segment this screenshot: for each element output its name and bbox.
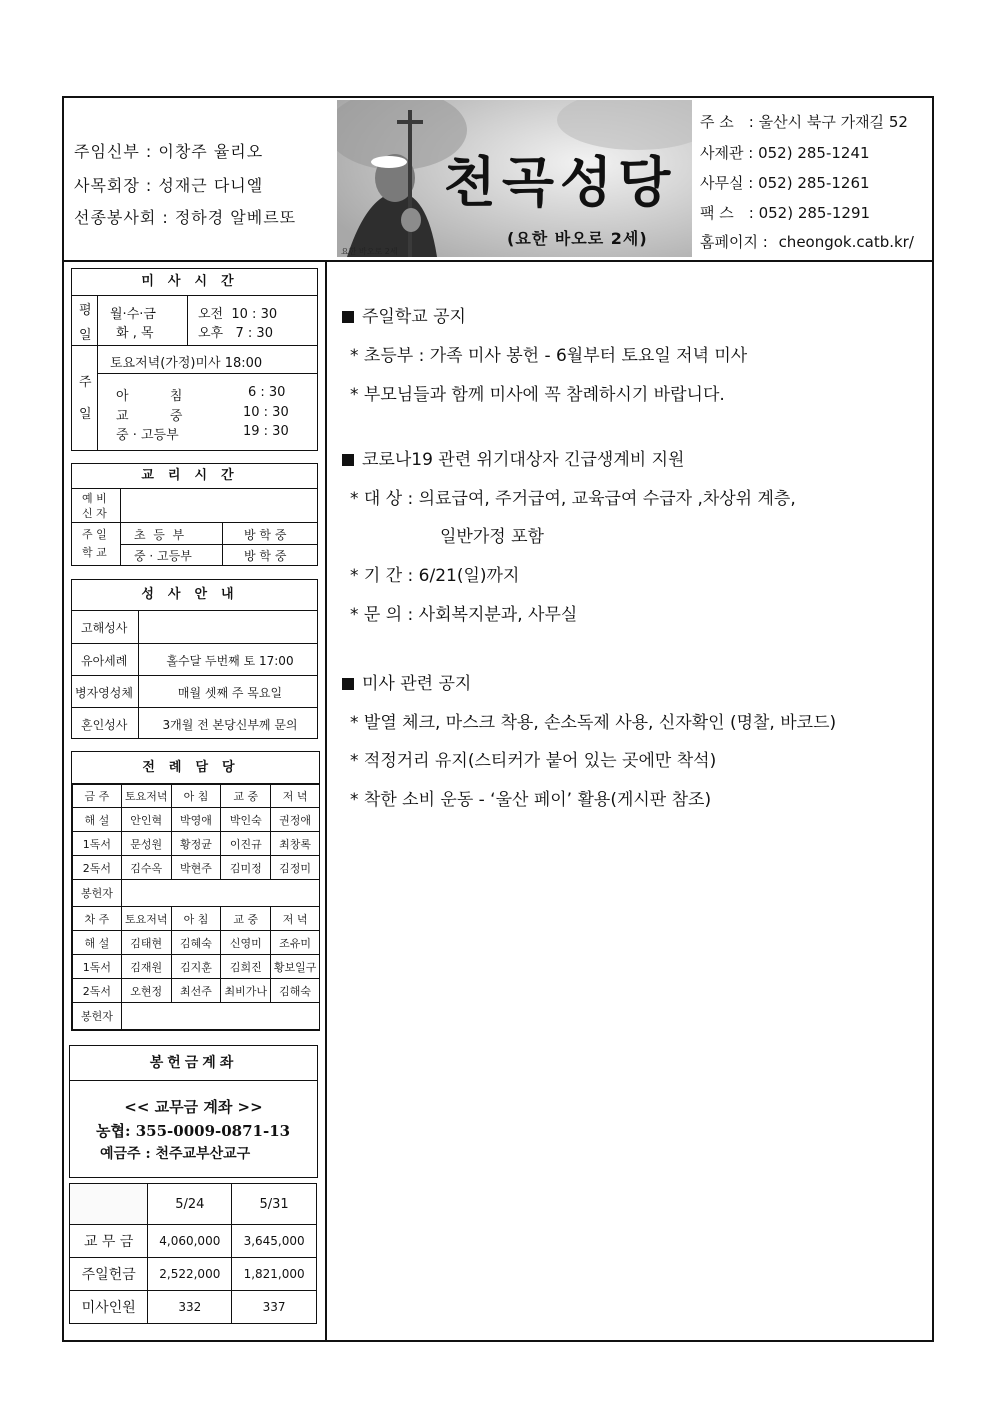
sacraments-title: 성사안내 <box>72 580 317 611</box>
table-cell: 김희진 <box>221 955 271 979</box>
table-cell: 저 녁 <box>271 784 320 808</box>
catechumen-label-2: 신 자 <box>82 507 107 520</box>
table-cell: 황보일구 <box>271 955 320 979</box>
weekday-time-1: 오전 10 : 30 <box>198 307 278 322</box>
table-row <box>73 931 320 955</box>
catechism-group-2: 중 · 고등부 <box>134 549 192 563</box>
weekday-label-1: 평 <box>79 303 92 318</box>
sunday-label-2: 일 <box>79 407 92 422</box>
table-cell: 김수옥 <box>121 856 171 880</box>
sunday-mass-time-2: 10 : 30 <box>243 405 289 420</box>
table-cell: 1,821,000 <box>232 1258 317 1291</box>
table-row <box>73 808 320 832</box>
table-cell: 주일헌금 <box>70 1258 148 1291</box>
table-cell: 박영애 <box>171 808 221 832</box>
account-title: 봉헌금계좌 <box>70 1046 317 1081</box>
catechism-group-1: 초 등 부 <box>134 528 185 542</box>
weekday-label-2: 일 <box>79 328 92 343</box>
table-cell: 미사인원 <box>70 1291 148 1324</box>
table-cell: 2,522,000 <box>148 1258 232 1291</box>
sacraments-box <box>71 579 318 739</box>
table-cell: 1독서 <box>73 832 122 856</box>
table-cell: 최비가나 <box>221 979 271 1003</box>
sacrament-sick-communion: 병자영성체 <box>75 686 133 700</box>
mass-times-title: 미사시간 <box>72 269 317 296</box>
info-fax: 팩 스 : 052) 285-1291 <box>700 204 871 222</box>
weekday-days-1: 월·수·금 <box>110 307 156 322</box>
table-cell: 황정균 <box>171 832 221 856</box>
table-cell <box>121 880 319 907</box>
staff-pastor: 주임신부 : 이창주 율리오 <box>74 142 264 161</box>
photo-caption: 요한 바오로 2세 <box>341 247 398 256</box>
table-cell: 5/31 <box>232 1184 317 1225</box>
sunday-mass-name-2: 교 중 <box>116 409 183 424</box>
notice-covid-support-title: 코로나19 관련 위기대상자 긴급생계비 지원 <box>342 445 684 470</box>
liturgy-title: 전례담당 <box>72 752 319 785</box>
column-divider <box>325 262 327 1342</box>
table-row <box>73 979 320 1003</box>
table-cell: 금 주 <box>73 784 122 808</box>
table-cell: 조유미 <box>271 931 320 955</box>
table-cell: 해 설 <box>73 931 122 955</box>
table-cell: 박인숙 <box>221 808 271 832</box>
sacrament-confession: 고해성사 <box>81 621 128 635</box>
table-cell: 337 <box>232 1291 317 1324</box>
account-subtitle: << 교무금 계좌 >> <box>124 1098 263 1116</box>
staff-council-president: 사목회장 : 성재근 다니엘 <box>74 176 264 195</box>
table-cell: 토요저녁 <box>121 907 171 931</box>
table-cell <box>70 1184 148 1225</box>
table-cell: 1독서 <box>73 955 122 979</box>
table-cell: 이진규 <box>221 832 271 856</box>
catechumen-label-1: 예 비 <box>82 492 107 505</box>
table-cell: 토요저녁 <box>121 784 171 808</box>
table-cell: 김정미 <box>271 856 320 880</box>
church-name: 천곡성당 <box>443 151 677 214</box>
saturday-evening-mass: 토요저녁(가정)미사 18:00 <box>110 356 263 371</box>
square-bullet-icon <box>342 454 354 466</box>
table-row <box>73 856 320 880</box>
table-cell: 문성원 <box>121 832 171 856</box>
mass-times-box <box>71 268 318 451</box>
notice-item: * 적정거리 유지(스티커가 붙어 있는 곳에만 착석) <box>350 751 717 771</box>
table-cell: 박현주 <box>171 856 221 880</box>
table-row <box>70 1225 317 1258</box>
table-row <box>70 1184 317 1225</box>
info-rectory: 사제관 : 052) 285-1241 <box>700 144 870 162</box>
table-cell: 5/24 <box>148 1184 232 1225</box>
notice-item: * 착한 소비 운동 - ‘울산 페이’ 활용(게시판 참조) <box>350 790 712 810</box>
table-cell: 오현정 <box>121 979 171 1003</box>
table-cell: 아 침 <box>171 907 221 931</box>
info-office: 사무실 : 052) 285-1261 <box>700 174 870 192</box>
catechism-title: 교리시간 <box>72 464 317 489</box>
sacrament-infant-baptism-detail: 홀수달 두번째 토 17:00 <box>166 654 294 668</box>
sunday-school-label-2: 학 교 <box>82 546 107 559</box>
table-cell: 3,645,000 <box>232 1225 317 1258</box>
notice-item: * 부모님들과 함께 미사에 꼭 참례하시기 바랍니다. <box>350 385 725 405</box>
sacrament-marriage: 혼인성사 <box>81 718 128 732</box>
sunday-mass-time-3: 19 : 30 <box>243 424 289 439</box>
notice-item: 일반가정 포함 <box>440 527 544 547</box>
table-cell: 신영미 <box>221 931 271 955</box>
table-row <box>70 1291 317 1324</box>
table-cell: 4,060,000 <box>148 1225 232 1258</box>
table-cell: 차 주 <box>73 907 122 931</box>
table-row <box>70 1258 317 1291</box>
table-row <box>73 955 320 979</box>
sacrament-infant-baptism: 유아세례 <box>81 654 128 668</box>
table-cell: 해 설 <box>73 808 122 832</box>
finance-table <box>69 1183 317 1324</box>
table-cell: 교 중 <box>221 784 271 808</box>
sunday-mass-name-3: 중 · 고등부 <box>116 428 179 443</box>
square-bullet-icon <box>342 311 354 323</box>
table-row <box>73 832 320 856</box>
sacrament-sick-communion-detail: 매월 셋째 주 목요일 <box>177 686 283 700</box>
weekday-time-2: 오후 7 : 30 <box>198 326 273 341</box>
staff-funeral-service: 선종봉사회 : 정하경 알베르또 <box>74 208 297 227</box>
header-divider <box>62 260 934 262</box>
account-holder: 예금주 : 천주교부산교구 <box>100 1146 251 1162</box>
table-cell: 봉헌자 <box>73 880 122 907</box>
account-number: 농협: 355-0009-0871-13 <box>96 1122 291 1140</box>
table-cell: 2독서 <box>73 856 122 880</box>
table-cell: 김태현 <box>121 931 171 955</box>
table-cell: 아 침 <box>171 784 221 808</box>
table-cell: 김미정 <box>221 856 271 880</box>
table-cell: 안인혁 <box>121 808 171 832</box>
table-row <box>73 880 320 907</box>
notice-item: * 기 간 : 6/21(일)까지 <box>350 566 520 586</box>
table-cell: 권정애 <box>271 808 320 832</box>
offering-account-box <box>69 1045 318 1178</box>
weekday-days-2: 화 , 목 <box>116 326 154 341</box>
table-cell <box>121 1003 319 1030</box>
notice-sunday-school-title: 주일학교 공지 <box>342 302 466 327</box>
table-cell: 김혜숙 <box>171 931 221 955</box>
catechism-box <box>71 463 318 566</box>
table-cell: 최선주 <box>171 979 221 1003</box>
notice-item: * 초등부 : 가족 미사 봉헌 - 6월부터 토요일 저녁 미사 <box>350 346 748 366</box>
table-cell: 최창록 <box>271 832 320 856</box>
sunday-mass-name-1: 아 침 <box>116 389 183 404</box>
catechism-status-1: 방 학 중 <box>244 528 287 542</box>
sunday-school-label-1: 주 일 <box>82 528 107 541</box>
sacrament-marriage-detail: 3개월 전 본당신부께 문의 <box>162 718 298 732</box>
info-homepage: 홈페이지 : cheongok.catb.kr/ <box>700 233 914 251</box>
table-cell: 저 녁 <box>271 907 320 931</box>
square-bullet-icon <box>342 678 354 690</box>
table-cell: 교 중 <box>221 907 271 931</box>
sunday-mass-time-1: 6 : 30 <box>248 385 286 400</box>
table-cell: 교 무 금 <box>70 1225 148 1258</box>
table-cell: 2독서 <box>73 979 122 1003</box>
table-cell: 김해숙 <box>271 979 320 1003</box>
notice-mass-title: 미사 관련 공지 <box>342 669 471 694</box>
table-cell: 봉헌자 <box>73 1003 122 1030</box>
catechism-status-2: 방 학 중 <box>244 549 287 563</box>
info-address: 주 소 : 울산시 북구 가재길 52 <box>700 113 908 131</box>
table-cell: 김재원 <box>121 955 171 979</box>
notice-item: * 발열 체크, 마스크 착용, 손소독제 사용, 신자확인 (명찰, 바코드) <box>350 713 837 733</box>
church-banner <box>337 100 692 257</box>
table-cell: 332 <box>148 1291 232 1324</box>
sunday-label-1: 주 <box>79 375 92 390</box>
table-row <box>73 1003 320 1030</box>
table-row <box>73 784 320 808</box>
table-cell: 김지훈 <box>171 955 221 979</box>
table-row <box>73 907 320 931</box>
liturgy-this-week-table <box>72 783 320 1030</box>
notice-item: * 문 의 : 사회복지분과, 사무실 <box>350 605 578 625</box>
notice-item: * 대 상 : 의료급여, 주거급여, 교육급여 수급자 ,차상위 계층, <box>350 489 796 509</box>
church-patron: (요한 바오로 2세) <box>507 229 648 248</box>
